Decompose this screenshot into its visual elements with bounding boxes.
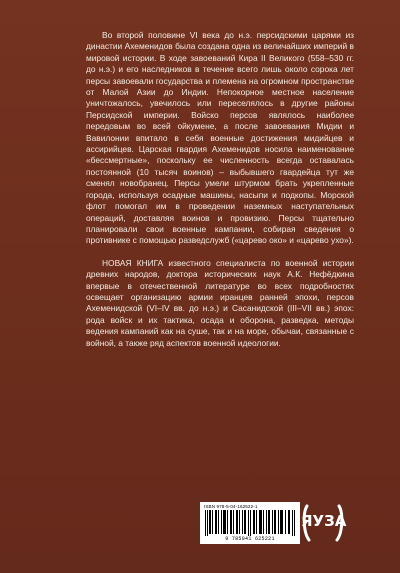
barcode-digits: 9 785041 625221 bbox=[225, 536, 275, 542]
barcode-icon bbox=[205, 510, 295, 536]
annotation-paragraph-1: Во второй половине VI века до н.э. персидскими царями из династии Ахеменидов была создана одна из величайших империй в мировой истории. В ходе завоеваний Кира II Великого (558–530 гг. до н.э.) и его наследников в течение всего лишь около сорока лет персы завоевали государства и племена на огромном пространстве от Малой Азии до Индии. Непокорное местное население уничтожалось, увечилось или переселялось в другие районы Персидской империи. Войско персов являлось наиболее передовым во всей ойкумене, а после завоевания Мидии и Вавилонии впитало в себя военные достижения мидийцев и ассирийцев. Царская гвардия Ахеменидов носила наименование «бессмертные», поскольку ее численность всегда оставалась постоянной (10 тысяч воинов) – выбывшего гвардейца тут же сменял новобранец. Персы умели штурмом брать укрепленные города, используя осадные машины, насыпи и подкопы. Морской флот помогал им в проведении наземных наступательных операций, доставляя воинов и провизию. Персы тщательно планировали свои военные кампании, собирая сведения о противнике с помощью разведслужб («царево око» и «царево ухо»). bbox=[86, 30, 354, 246]
isbn-label: ISBN 978-5-04-162522-1 bbox=[204, 504, 258, 509]
annotation-text bbox=[86, 30, 354, 349]
annotation-paragraph-2: НОВАЯ КНИГА известного специалиста по военной истории древних народов, доктора исторических наук А.К. Нефёдкина впервые в отечественной литературе во всех подробностях освещает организацию армии иранцев ранней эпохи, персов Ахеменидской (VI–IV вв. до н.э.) и Сасанидской (III–VII вв.) эпох: рода войск и их тактика, осада и оборона, разведка, методы ведения кампаний как на суше, так и на море, обычаи, связанные с войной, а также ряд аспектов военной идеологии. bbox=[86, 257, 354, 348]
publisher-logo bbox=[301, 502, 345, 544]
publisher-logo-text: ЯУЗА bbox=[301, 512, 347, 530]
isbn-barcode bbox=[200, 502, 300, 544]
